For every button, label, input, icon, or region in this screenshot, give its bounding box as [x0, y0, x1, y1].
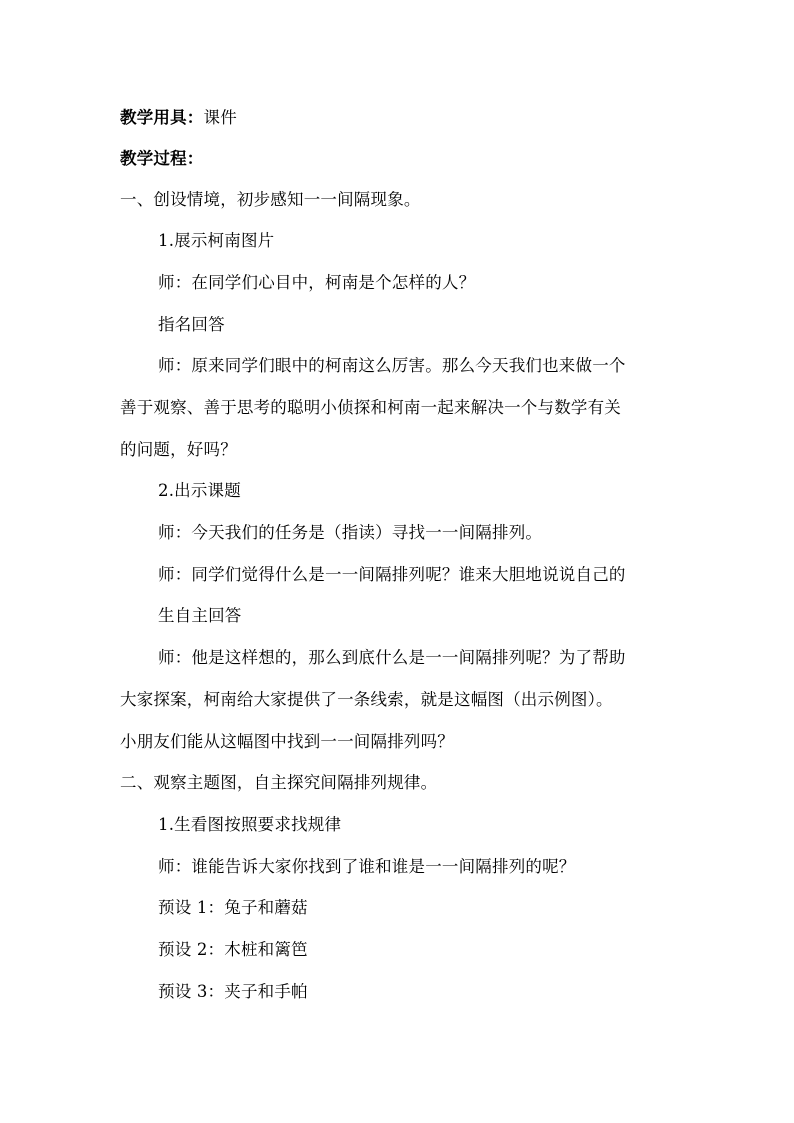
paragraph-4: 师：今天我们的任务是（指读）寻找一一间隔排列。 — [158, 523, 543, 542]
paragraph-6: 生自主回答 — [158, 606, 242, 625]
paragraph-8: 师：谁能告诉大家你找到了谁和谁是一一间隔排列的呢？ — [158, 857, 576, 876]
paragraph-3-line-1: 师：原来同学们眼中的柯南这么厉害。那么今天我们也来做一个 — [158, 356, 626, 375]
teaching-tools-line — [120, 107, 237, 129]
paragraph-7-line-2: 大家探案，柯南给大家提供了一条线索，就是这幅图（出示例图）。 — [120, 690, 613, 709]
paragraph-3-line-2: 善于观察、善于思考的聪明小侦探和柯南一起来解决一个与数学有关 — [120, 398, 621, 417]
item-2: 2.出示课题 — [158, 481, 241, 500]
paragraph-7-line-3: 小朋友们能从这幅图中找到一一间隔排列吗？ — [120, 732, 454, 751]
section-1-title: 一、创设情境，初步感知一一间隔现象。 — [120, 190, 421, 209]
section-2-title: 二、观察主题图，自主探究间隔排列规律。 — [120, 773, 438, 792]
teaching-tools-value: 课件 — [203, 108, 237, 127]
teaching-tools-label: 教学用具： — [120, 108, 204, 127]
preset-2: 预设 2：木桩和篱笆 — [158, 940, 308, 959]
paragraph-5: 师：同学们觉得什么是一一间隔排列呢？谁来大胆地说说自己的 — [158, 565, 626, 584]
item-1: 1.展示柯南图片 — [158, 231, 275, 250]
paragraph-2: 指名回答 — [158, 315, 225, 334]
preset-1: 预设 1：兔子和蘑菇 — [158, 898, 308, 917]
paragraph-7-line-1: 师：他是这样想的，那么到底什么是一一间隔排列呢？为了帮助 — [158, 648, 626, 667]
paragraph-3-line-3: 的问题，好吗？ — [120, 440, 237, 459]
item-3: 1.生看图按照要求找规律 — [158, 815, 342, 834]
paragraph-1: 师：在同学们心目中，柯南是个怎样的人？ — [158, 273, 476, 292]
preset-3: 预设 3：夹子和手帕 — [158, 982, 308, 1001]
teaching-process-heading: 教学过程： — [120, 149, 204, 168]
